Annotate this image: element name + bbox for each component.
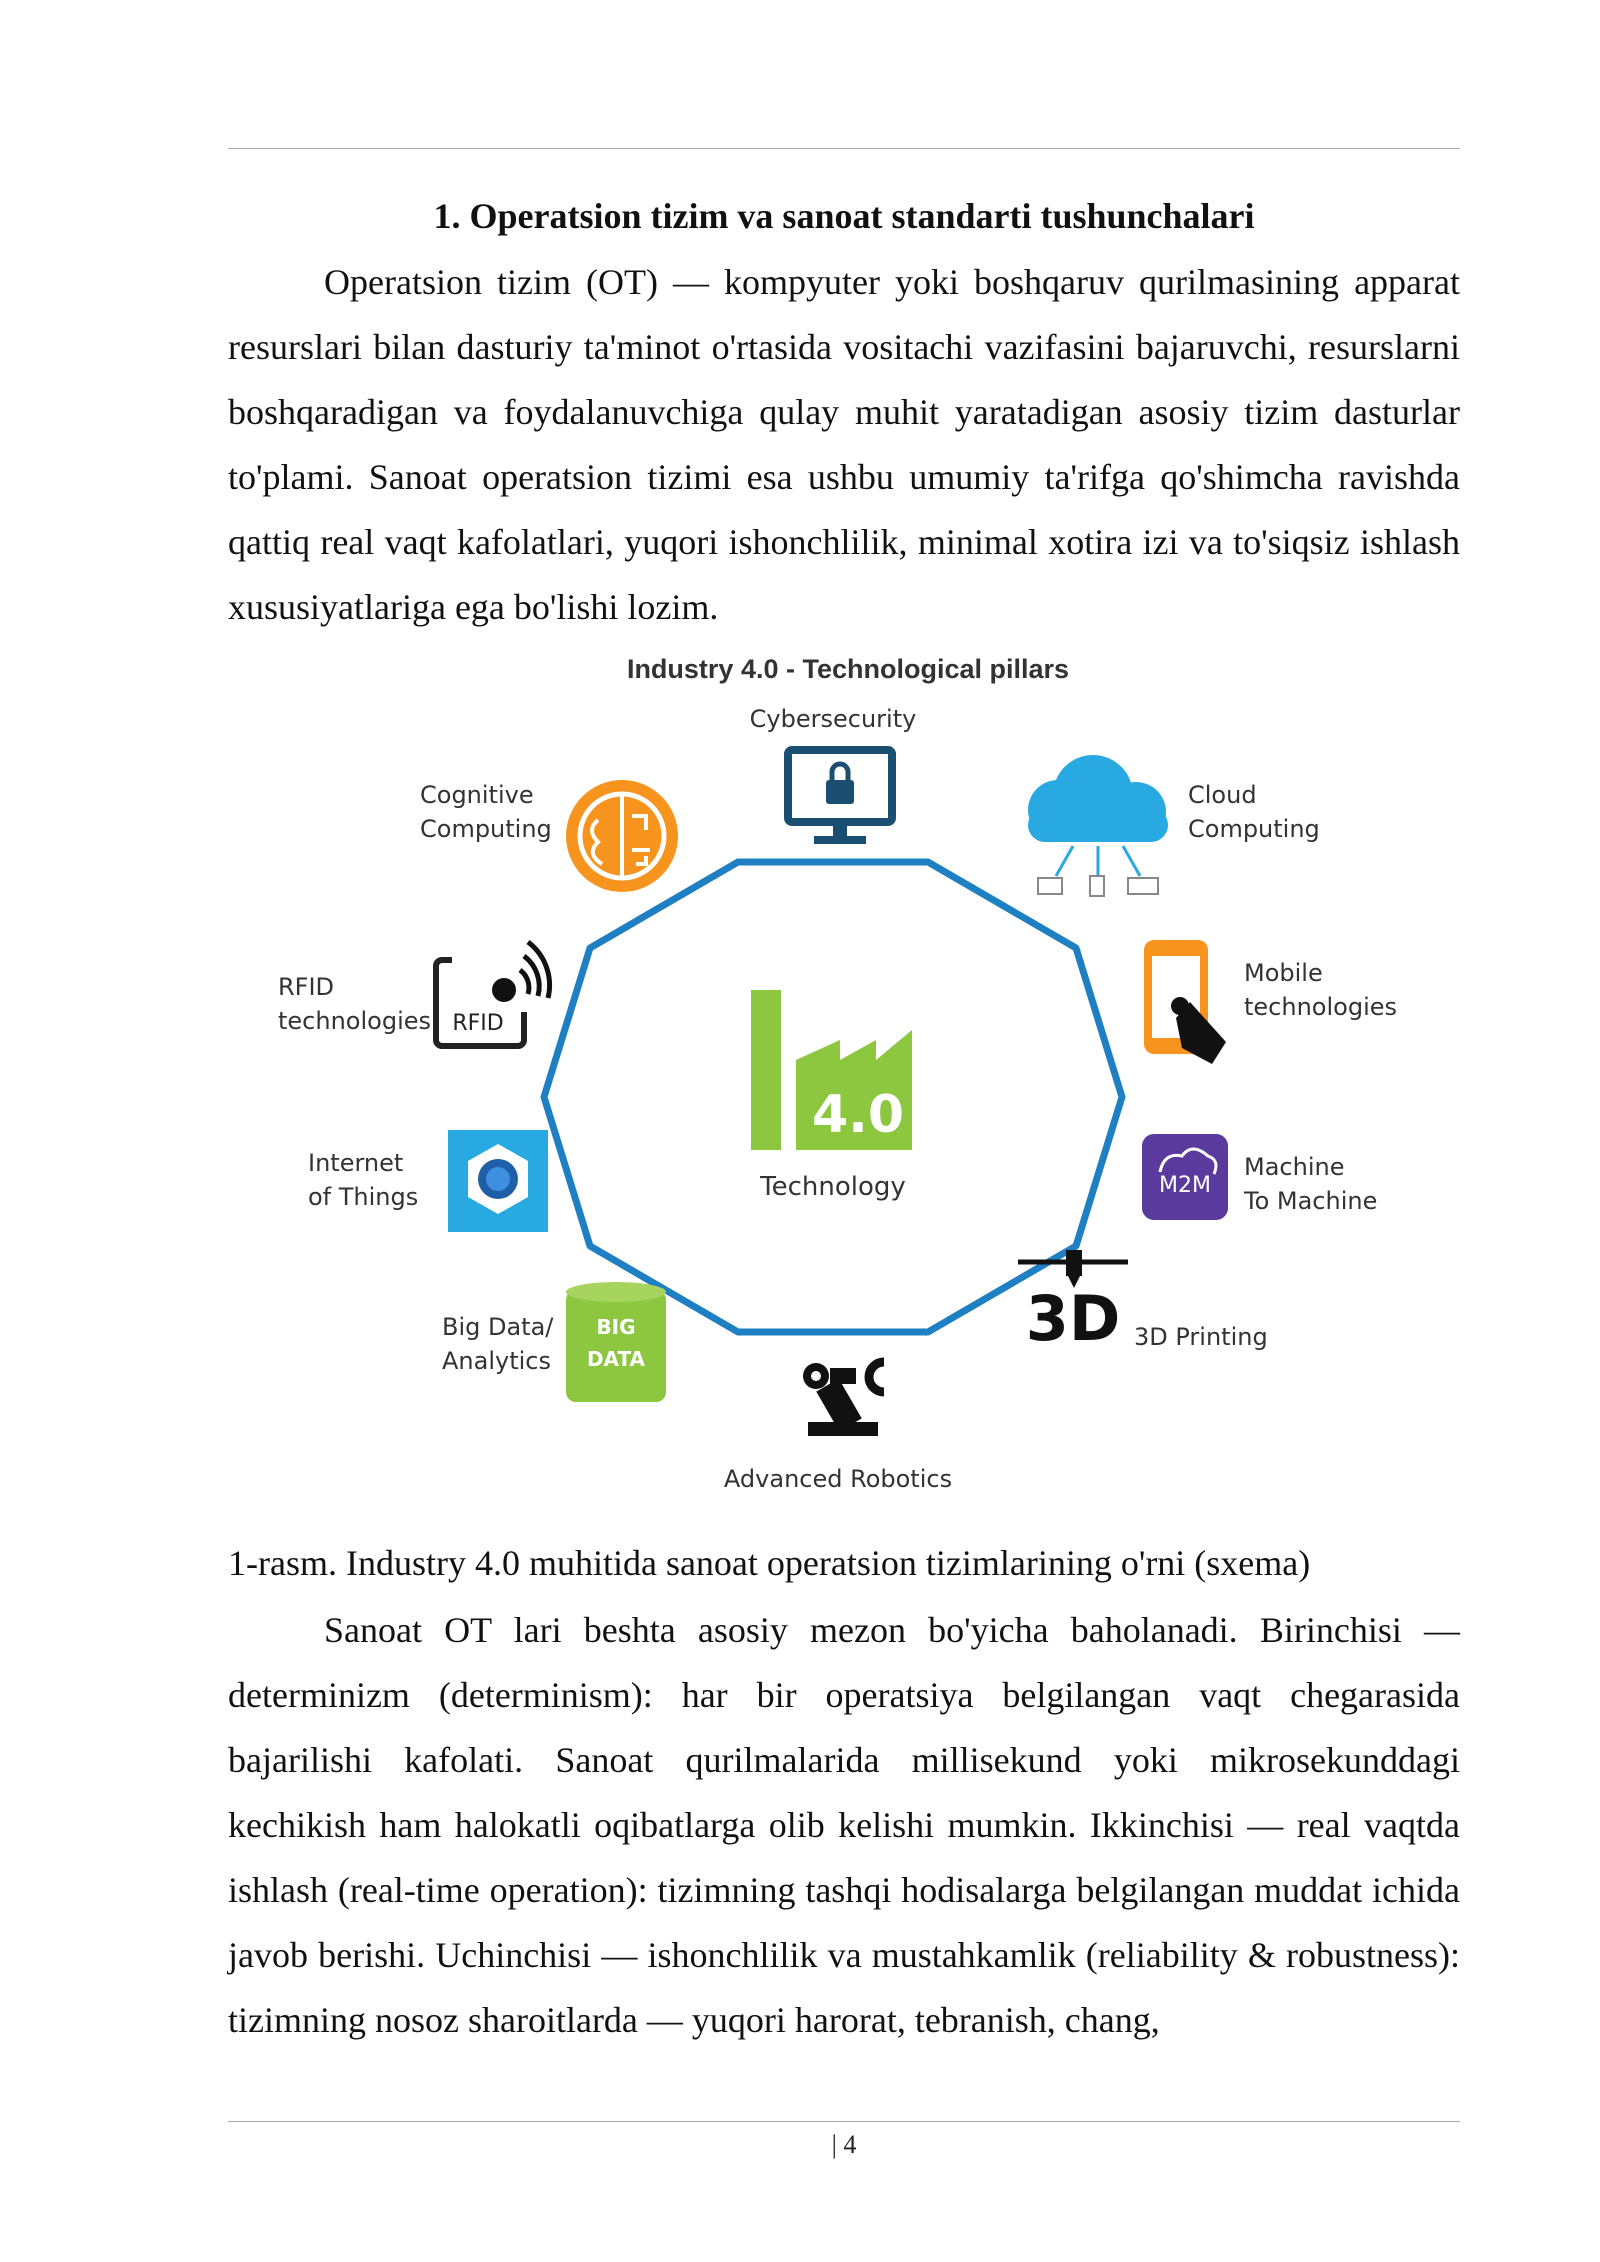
bigdata-badge-line1: BIG — [596, 1315, 636, 1339]
label-cloud — [1188, 778, 1320, 846]
m2m-badge: M2M — [1159, 1173, 1211, 1198]
figure-caption: 1-rasm. Industry 4.0 muhitida sanoat operatsion tizimlarining o'rni (sxema) — [228, 1543, 1311, 1583]
factory-icon — [751, 990, 912, 1150]
cloud-icon — [1028, 755, 1168, 896]
label-cognitive — [420, 778, 552, 846]
bigdata-badge-line2: DATA — [586, 1347, 646, 1371]
label-cognitive-line2: Computing — [420, 815, 552, 843]
label-big-data — [442, 1310, 553, 1378]
label-3d-printing: 3D Printing — [1134, 1323, 1268, 1351]
center-label: Technology — [760, 1172, 906, 1202]
label-iot — [308, 1146, 418, 1214]
label-cognitive-line1: Cognitive — [420, 781, 534, 809]
label-iot-line1: Internet — [308, 1149, 404, 1177]
label-cybersecurity: Cybersecurity — [749, 705, 917, 733]
factory-badge: 4.0 — [811, 1085, 905, 1145]
footer-rule — [228, 2121, 1460, 2122]
criteria-paragraph: Sanoat OT lari beshta asosiy mezon bo'yicha baholanadi. Birinchisi — determinizm (determinism): har bir operatsiya belgilangan vaqt chegarasida bajarilishi kafolati. Sanoat qurilmalarida millisekund yoki mikrosekunddagi kechikish ham halokatli oqibatlarga olib kelishi mumkin. Ikkinchisi — real vaqtda ishlash (real-time operation): tizimning tashqi hodisalarga belgilangan muddat ichida javob berishi. Uchinchisi — ishonchlilik va mustahkamlik (reliability & robustness): tizimning nosoz sharoitlarda — yuqori harorat, tebranish, chang, — [228, 1610, 1460, 2040]
label-rfid-line2: technologies — [278, 1007, 431, 1035]
iot-icon — [448, 1130, 548, 1232]
industry-4-figure — [248, 650, 1448, 1530]
header-rule — [228, 148, 1460, 149]
robot-arm-icon — [803, 1362, 884, 1436]
label-bigdata-line2: Analytics — [442, 1347, 551, 1375]
label-rfid — [278, 970, 431, 1038]
label-mobile-line2: technologies — [1244, 993, 1397, 1021]
brain-circuit-icon — [566, 780, 678, 892]
label-iot-line2: of Things — [308, 1183, 419, 1211]
rfid-icon — [436, 942, 550, 1046]
3d-printer-icon — [1018, 1250, 1128, 1355]
label-cloud-line2: Computing — [1188, 815, 1320, 843]
lock-monitor-icon — [788, 750, 892, 844]
label-mobile-line1: Mobile — [1244, 959, 1323, 987]
big-data-icon — [566, 1282, 666, 1402]
section-heading: 1. Operatsion tizim va sanoat standarti tushunchalari — [433, 196, 1255, 236]
label-bigdata-line1: Big Data/ — [442, 1313, 554, 1341]
label-cloud-line1: Cloud — [1188, 781, 1257, 809]
printing-badge: 3D — [1025, 1282, 1121, 1355]
intro-paragraph: Operatsion tizim (OT) — kompyuter yoki boshqaruv qurilmasining apparat resurslari bilan dasturiy ta'minot o'rtasida vositachi vazifasini bajaruvchi, resurslarni boshqaradigan va foydalanuvchiga qulay muhit yaratadigan asosiy tizim dasturlar to'plami. Sanoat operatsion tizimi esa ushbu umumiy ta'rifga qo'shimcha ravishda qattiq real vaqt kafolatlari, yuqori ishonchlilik, minimal xotira izi va to'siqsiz ishlash xususiyatlariga ega bo'lishi lozim. — [228, 262, 1460, 627]
label-mobile — [1244, 956, 1397, 1024]
m2m-icon — [1142, 1134, 1228, 1220]
page-footer — [228, 2130, 1460, 2160]
label-robotics: Advanced Robotics — [723, 1465, 953, 1493]
figure-title: Industry 4.0 - Technological pillars — [626, 654, 1070, 684]
label-rfid-line1: RFID — [278, 973, 335, 1001]
label-m2m — [1244, 1150, 1377, 1218]
footer-separator: | — [831, 2130, 837, 2159]
rfid-badge: RFID — [452, 1011, 504, 1036]
label-m2m-line2: To Machine — [1244, 1187, 1378, 1215]
page-number: 4 — [843, 2130, 857, 2159]
mobile-hand-icon — [1144, 940, 1226, 1064]
label-m2m-line1: Machine — [1244, 1153, 1345, 1181]
